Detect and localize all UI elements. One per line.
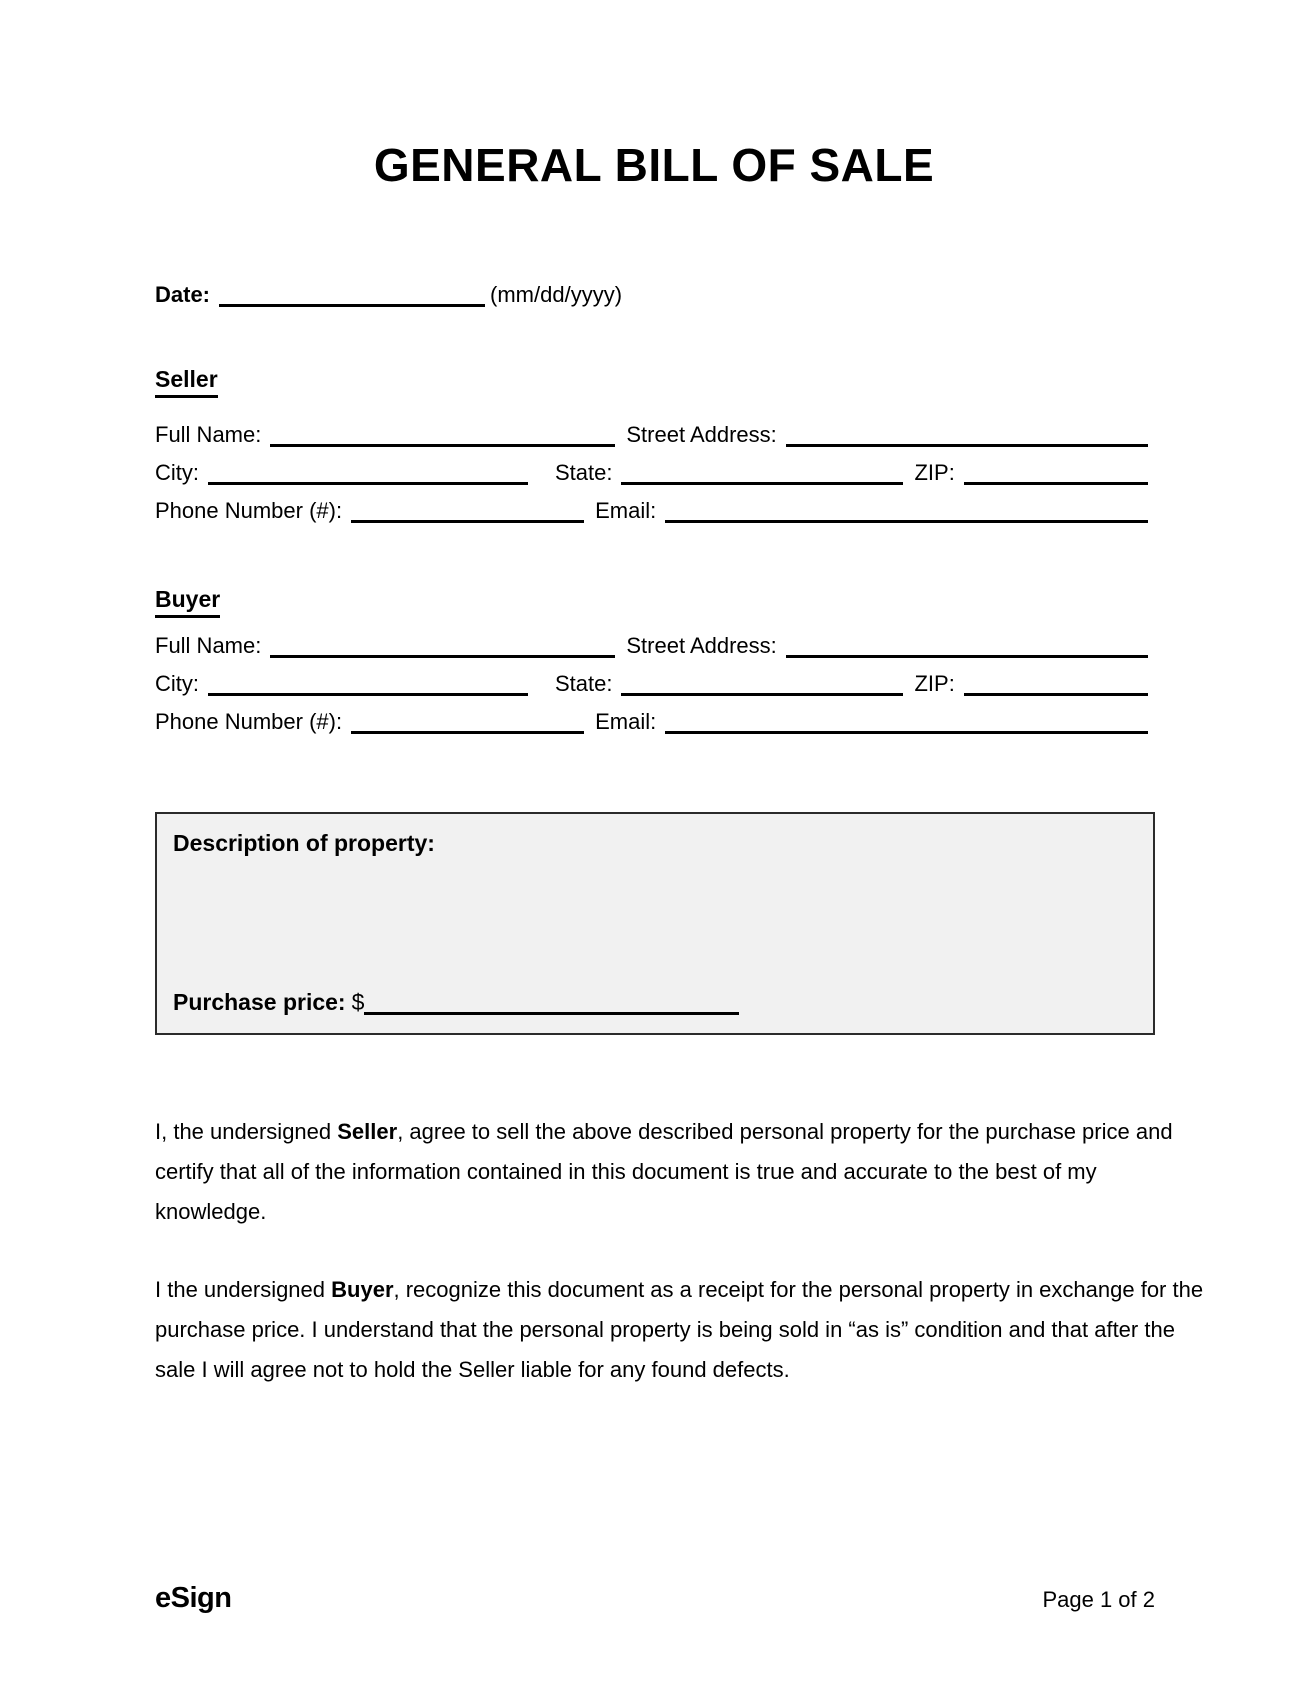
date-format-hint: (mm/dd/yyyy): [490, 282, 623, 307]
full-name-label: Full Name:: [155, 633, 262, 658]
full-name-label: Full Name:: [155, 422, 262, 447]
seller-paragraph-prefix: I, the undersigned: [155, 1119, 338, 1144]
buyer-state-line[interactable]: [621, 670, 903, 696]
page-title: GENERAL BILL OF SALE: [373, 139, 935, 191]
seller-state-line[interactable]: [621, 459, 903, 485]
buyer-name-address-row: [155, 632, 1155, 658]
seller-section-heading: [155, 366, 218, 398]
city-label: City:: [155, 460, 199, 485]
seller-zip-line[interactable]: [964, 459, 1148, 485]
buyer-section-heading: [155, 586, 220, 618]
buyer-full-name-line[interactable]: [270, 632, 615, 658]
zip-label: ZIP:: [914, 671, 955, 696]
buyer-paragraph-bold-term: Buyer: [331, 1277, 394, 1302]
seller-email-line[interactable]: [665, 497, 1148, 523]
description-input-area[interactable]: [173, 857, 1135, 988]
email-label: Email:: [595, 498, 657, 523]
buyer-street-address-line[interactable]: [786, 632, 1148, 658]
page-footer: [155, 1582, 1155, 1615]
date-input-line[interactable]: [219, 281, 485, 307]
phone-number-label: Phone Number (#):: [155, 498, 343, 523]
city-label: City:: [155, 671, 199, 696]
state-label: State:: [555, 460, 613, 485]
seller-city-state-zip-row: [155, 459, 1155, 485]
street-address-label: Street Address:: [626, 422, 777, 447]
buyer-paragraph-prefix: I the undersigned: [155, 1277, 332, 1302]
buyer-phone-line[interactable]: [351, 708, 584, 734]
seller-name-address-row: [155, 421, 1155, 447]
seller-paragraph-suffix: , agree to sell the above described personal property for the purchase price and certify that all of the information contained in this document is true and accurate to the best of my knowledge.: [155, 1119, 1173, 1224]
property-description-box: [155, 812, 1155, 1035]
seller-agreement-paragraph: [155, 1112, 1205, 1232]
buyer-email-line[interactable]: [665, 708, 1148, 734]
seller-phone-line[interactable]: [351, 497, 584, 523]
seller-paragraph-bold-term: Seller: [337, 1119, 398, 1144]
zip-label: ZIP:: [914, 460, 955, 485]
date-row: [155, 281, 1155, 307]
seller-heading-text: Seller: [155, 366, 218, 398]
buyer-paragraph-suffix: , recognize this document as a receipt for the personal property in exchange for the purchase price. I understand that the personal property is being sold in “as is” condition and that after the sale I will agree not to hold the Seller liable for any found defects.: [155, 1277, 1204, 1382]
description-of-property-label: Description of property:: [173, 830, 435, 856]
seller-street-address-line[interactable]: [786, 421, 1148, 447]
purchase-price-row: [173, 988, 1135, 1015]
buyer-city-line[interactable]: [208, 670, 528, 696]
seller-phone-email-row: [155, 497, 1155, 523]
buyer-heading-text: Buyer: [155, 586, 220, 618]
street-address-label: Street Address:: [626, 633, 777, 658]
buyer-zip-line[interactable]: [964, 670, 1148, 696]
buyer-agreement-paragraph: [155, 1270, 1205, 1390]
buyer-city-state-zip-row: [155, 670, 1155, 696]
purchase-price-line[interactable]: [364, 988, 739, 1015]
seller-city-line[interactable]: [208, 459, 528, 485]
state-label: State:: [555, 671, 613, 696]
seller-full-name-line[interactable]: [270, 421, 615, 447]
purchase-price-label: Purchase price:: [173, 989, 346, 1015]
esign-logo: eSign: [155, 1582, 232, 1614]
date-label: Date:: [155, 282, 211, 307]
phone-number-label: Phone Number (#):: [155, 709, 343, 734]
page-indicator: Page 1 of 2: [1042, 1587, 1155, 1612]
dollar-sign: $: [351, 989, 365, 1015]
buyer-phone-email-row: [155, 708, 1155, 734]
email-label: Email:: [595, 709, 657, 734]
